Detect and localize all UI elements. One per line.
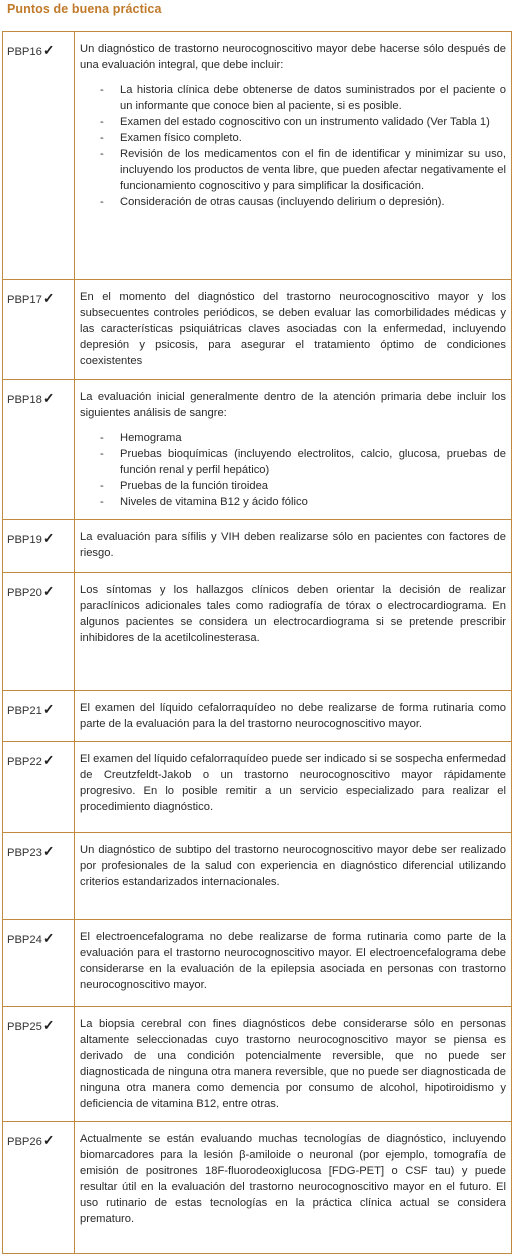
checkmark-icon: ✓ (42, 843, 55, 859)
practice-code-cell (3, 920, 75, 1007)
practice-text-cell (75, 833, 512, 920)
practice-code: PBP20 (7, 587, 42, 599)
practice-text-cell (75, 280, 512, 380)
practice-code: PBP16 (7, 46, 42, 58)
table-row (3, 520, 512, 573)
practice-text: Actualmente se están evaluando muchas tecnologías de diagnóstico, incluyendo biomarcadores para la lesión β-amiloide o neuronal (por ejemplo, tomografía de emisión de positrones 18F-fluorodeoxiglucosa [FDG-PET] o CSF tau) y puede resultar útil en la evaluación del trastorno neurocognoscitivo mayor en el futuro. El uso rutinario de estas tecnologías en la práctica clínica actual se considera prematuro. (80, 1133, 506, 1225)
practice-text: La evaluación para sífilis y VIH deben realizarse sólo en pacientes con factores de riesgo. (80, 531, 506, 559)
checkmark-icon: ✓ (42, 1017, 55, 1033)
practice-code-cell (3, 742, 75, 833)
practice-code: PBP23 (7, 847, 42, 859)
list-item: - Consideración de otras causas (incluyendo delirium o depresión). (80, 194, 506, 210)
practice-code: PBP18 (7, 394, 42, 406)
practice-code: PBP22 (7, 756, 42, 768)
list-item: - La historia clínica debe obtenerse de datos suministrados por el paciente o un informante que conoce bien al paciente, si es posible. (80, 82, 506, 114)
table-row (3, 32, 512, 280)
checkmark-icon: ✓ (42, 290, 55, 306)
table-row (3, 280, 512, 380)
checkmark-icon: ✓ (42, 1132, 55, 1148)
checkmark-icon: ✓ (42, 530, 55, 546)
practice-text-cell (75, 1122, 512, 1254)
table-row (3, 742, 512, 833)
practice-text: El examen del líquido cefalorraquídeo no debe realizarse de forma rutinaria como parte de la evaluación para la del trastorno neurocognoscitivo mayor. (80, 702, 506, 730)
practice-code-cell (3, 833, 75, 920)
checkmark-icon: ✓ (42, 42, 55, 58)
practice-code-cell (3, 520, 75, 573)
list-item: - Examen del estado cognoscitivo con un instrumento validado (Ver Tabla 1) (80, 114, 506, 130)
practice-code: PBP19 (7, 534, 42, 546)
table-row (3, 1122, 512, 1254)
practice-text: Un diagnóstico de trastorno neurocognoscitivo mayor debe hacerse sólo después de una evaluación integral, que debe incluir: (80, 43, 506, 71)
practice-code-cell (3, 691, 75, 742)
practice-code: PBP21 (7, 705, 42, 717)
list-item: - Pruebas de la función tiroidea (80, 478, 506, 494)
table-row (3, 920, 512, 1007)
practice-text: Un diagnóstico de subtipo del trastorno neurocognoscitivo mayor debe ser realizado por profesionales de la salud con experiencia en diagnóstico diferencial utilizando criterios estandarizados internacionales. (80, 844, 506, 888)
practice-code-cell (3, 32, 75, 280)
bullet-list (80, 82, 506, 210)
practice-text-cell (75, 380, 512, 520)
practice-text-cell (75, 920, 512, 1007)
table-row (3, 380, 512, 520)
checkmark-icon: ✓ (42, 701, 55, 717)
section-heading: Puntos de buena práctica (7, 2, 162, 16)
practice-code: PBP17 (7, 294, 42, 306)
practice-text-cell (75, 691, 512, 742)
practice-text: La evaluación inicial generalmente dentro de la atención primaria debe incluir los siguientes análisis de sangre: (80, 391, 506, 419)
table-row (3, 573, 512, 691)
practice-text-cell (75, 520, 512, 573)
checkmark-icon: ✓ (42, 930, 55, 946)
table-row (3, 833, 512, 920)
practice-code-cell (3, 573, 75, 691)
practice-text: La biopsia cerebral con fines diagnósticos debe considerarse sólo en personas altamente seleccionadas cuyo trastorno neurocognoscitivo mayor se piensa es derivado de una condición potencialmente reversible, que no puede ser diagnosticada de ninguna otra manera reversible, que no puede ser diagnosticada de ninguna otra manera como demencia por consumo de alcohol, hipotiroidismo y deficiencia de vitamina B12, entre otras. (80, 1018, 506, 1110)
practice-text: El examen del líquido cefalorraquídeo puede ser indicado si se sospecha enfermedad de Creutzfeldt-Jakob o un trastorno neurocognoscitivo mayor rápidamente progresivo. En lo posible remitir a un servicio especializado para realizar el procedimiento diagnóstico. (80, 753, 506, 813)
table-body (3, 32, 512, 1254)
checkmark-icon: ✓ (42, 583, 55, 599)
practice-text: En el momento del diagnóstico del trastorno neurocognoscitivo mayor y los subsecuentes controles periódicos, se deben evaluar las comorbilidades médicas y las características psiquiátricas claves asociadas con la enfermedad, incluyendo depresión y psicosis, para asegurar el tratamiento óptimo de condiciones coexistentes (80, 291, 506, 367)
checkmark-icon: ✓ (42, 752, 55, 768)
practice-text: El electroencefalograma no debe realizarse de forma rutinaria como parte de la evaluación para el trastorno neurocognoscitivo mayor. El electroencefalograma debe considerarse en la evaluación de la epilepsia asociada en personas con trastorno neurocognoscitivo mayor. (80, 931, 506, 991)
bullet-list (80, 430, 506, 510)
practice-code-cell (3, 280, 75, 380)
table-row (3, 691, 512, 742)
practice-text-cell (75, 32, 512, 280)
practice-code: PBP25 (7, 1021, 42, 1033)
practice-text: Los síntomas y los hallazgos clínicos deben orientar la decisión de realizar paraclínicos adicionales tales como radiografía de tórax o electrocardiograma. En algunos pacientes se considera un electrocardiograma si se pretende prescribir inhibidores de la acetilcolinesterasa. (80, 584, 506, 644)
practice-code: PBP26 (7, 1136, 42, 1148)
list-item: - Niveles de vitamina B12 y ácido fólico (80, 494, 506, 510)
list-item: - Hemograma (80, 430, 506, 446)
list-item: - Pruebas bioquímicas (incluyendo electrolitos, calcio, glucosa, pruebas de función renal y perfil hepático) (80, 446, 506, 478)
practice-text-cell (75, 742, 512, 833)
table-row (3, 1007, 512, 1122)
good-practice-table (2, 31, 512, 1254)
practice-text-cell (75, 1007, 512, 1122)
practice-code-cell (3, 380, 75, 520)
list-item: - Examen físico completo. (80, 130, 506, 146)
practice-code-cell (3, 1122, 75, 1254)
practice-text-cell (75, 573, 512, 691)
checkmark-icon: ✓ (42, 390, 55, 406)
list-item: - Revisión de los medicamentos con el fin de identificar y minimizar su uso, incluyendo los productos de venta libre, que pueden afectar negativamente el funcionamiento cognoscitivo y para simplificar la dosificación. (80, 146, 506, 194)
practice-code-cell (3, 1007, 75, 1122)
practice-code: PBP24 (7, 934, 42, 946)
